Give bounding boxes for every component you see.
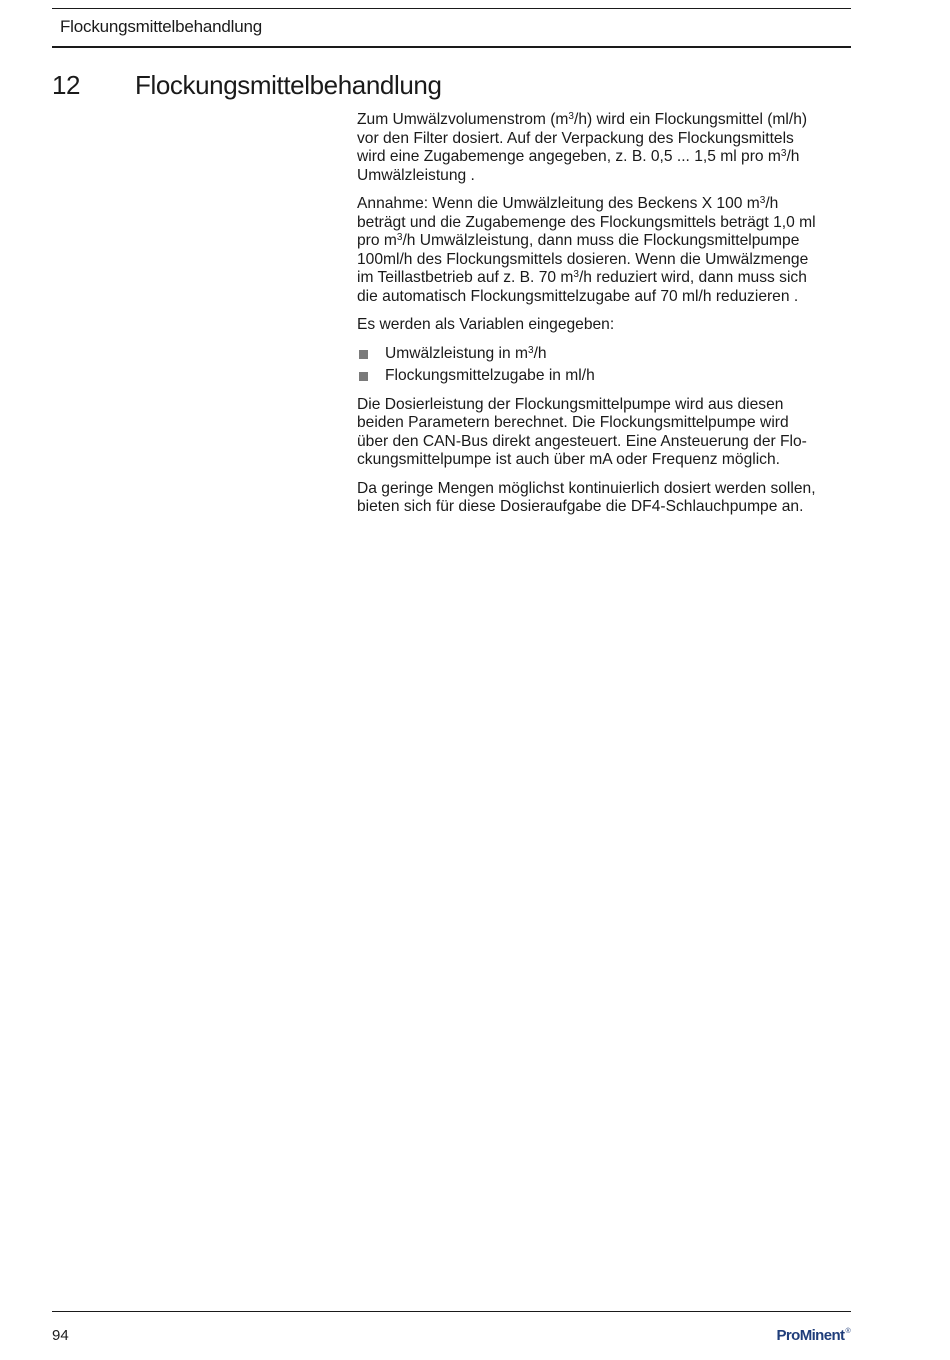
body-text (357, 111, 850, 527)
prominent-logo (777, 1327, 851, 1344)
text-run: beiden Parametern berechnet. Die Flockungsmittelpumpe wird (357, 414, 789, 431)
chapter-title: Flockungsmittelbehandlung (135, 70, 442, 100)
text-run: pro m (357, 232, 397, 249)
paragraph-pump (357, 480, 850, 517)
registered-mark: ® (845, 1328, 850, 1335)
superscript: 3 (568, 111, 574, 122)
text-run: 100ml/h des Flockungsmittels dosieren. Wenn die Umwälzmenge (357, 250, 809, 268)
paragraph-intro (357, 111, 850, 185)
text-run: Flockungsmittelzugabe in ml/h (385, 367, 595, 384)
page-number: 94 (52, 1327, 69, 1344)
superscript: 3 (396, 232, 403, 243)
superscript: 3 (573, 269, 579, 280)
paragraph-dosing (357, 396, 850, 470)
text-run: /h (533, 344, 547, 362)
text-run: wird eine Zugabemenge angegeben, z. B. 0,5 ... 1,5 ml pro m (357, 148, 781, 165)
chapter-number: 12 (52, 70, 81, 100)
text-run: Da geringe Mengen möglichst kontinuierlich dosiert werden sollen, (357, 479, 816, 497)
square-bullet-icon (359, 372, 368, 381)
header-rule-top (52, 8, 851, 9)
text-run: /h Umwälzleistung, dann muss die Flockungsmittelpumpe (402, 232, 800, 249)
text-run: Umwälzleistung in m (385, 344, 528, 362)
text-run: /h (765, 195, 779, 212)
list-item (357, 367, 850, 386)
text-run: Umwälzleistung . (357, 166, 475, 184)
text-run: /h (786, 148, 800, 165)
text-run: /h reduziert wird, dann muss sich (578, 269, 807, 286)
text-run: die automatisch Flockungsmittelzugabe auf 70 ml/h reduzieren . (357, 287, 799, 305)
text-run: /h) wird ein Flockungsmittel (ml/h) (573, 111, 808, 128)
footer-rule (52, 1311, 851, 1312)
text-run: bieten sich für diese Dosieraufgabe die DF4-Schlauchpumpe an. (357, 498, 804, 515)
superscript: 3 (780, 148, 787, 159)
text-run: über den CAN-Bus direkt angesteuert. Eine Ansteuerung der Flo- (357, 432, 807, 450)
text-run: ckungsmittelpumpe ist auch über mA oder Frequenz möglich. (357, 451, 780, 468)
paragraph-assumption (357, 195, 850, 306)
chapter-heading (52, 70, 442, 101)
running-title: Flockungsmittelbehandlung (60, 17, 262, 36)
text-run: beträgt und die Zugabemenge des Flockungsmittels beträgt 1,0 ml (357, 213, 816, 231)
superscript: 3 (759, 195, 766, 206)
text-run: Zum Umwälzvolumenstrom (m (357, 111, 569, 128)
list-item (357, 345, 850, 364)
text-run: vor den Filter dosiert. Auf der Verpackung des Flockungsmittels (357, 129, 794, 147)
text-run: Es werden als Variablen eingegeben: (357, 316, 615, 333)
header-rule-bottom (52, 46, 851, 48)
logo-text: ProMinent (776, 1327, 845, 1344)
text-run: Annahme: Wenn die Umwälzleitung des Beckens X 100 m (357, 195, 760, 212)
variables-list (357, 345, 850, 386)
text-run: Die Dosierleistung der Flockungsmittelpumpe wird aus diesen (357, 395, 784, 413)
paragraph-variables (357, 316, 850, 335)
square-bullet-icon (359, 350, 368, 359)
text-run: im Teillastbetrieb auf z. B. 70 m (357, 269, 574, 286)
superscript: 3 (528, 344, 534, 356)
